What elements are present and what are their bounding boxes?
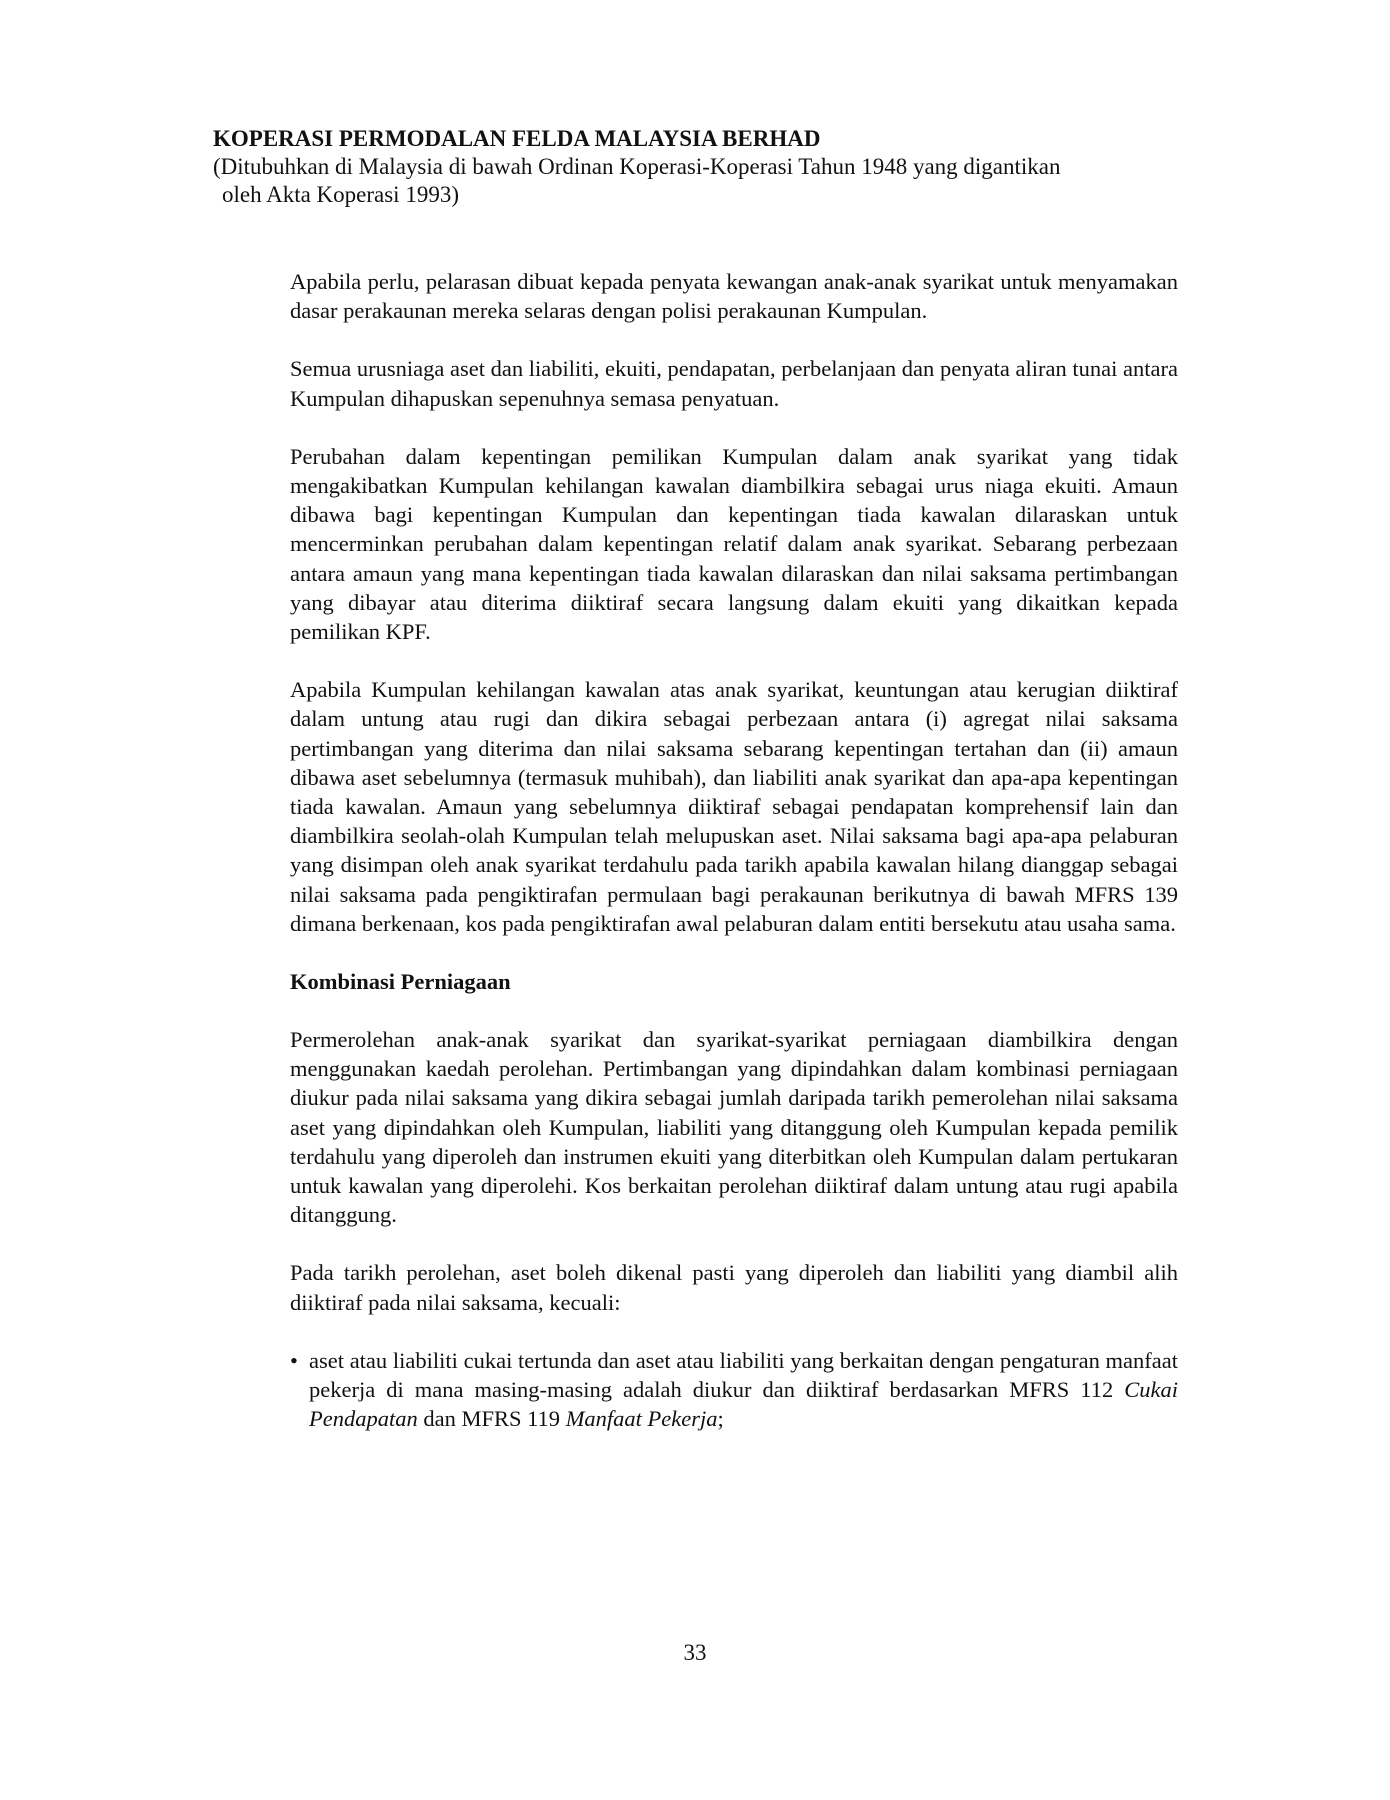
- italic-term: Manfaat Pekerja: [565, 1406, 718, 1432]
- paragraph: Perubahan dalam kepentingan pemilikan Kumpulan dalam anak syarikat yang tidak mengakibatkan Kumpulan kehilangan kawalan diambilkira sebagai urus niaga ekuiti. Amaun dibawa bagi kepentingan Kumpulan dan kepentingan tiada kawalan dilaraskan untuk mencerminkan perubahan dalam kepentingan relatif dalam anak syarikat. Sebarang perbezaan antara amaun yang mana kepentingan tiada kawalan dilaraskan dan nilai saksama pertimbangan yang dibayar atau diterima diiktiraf secara langsung dalam ekuiti yang dikaitkan kepada pemilikan KPF.: [290, 443, 1178, 645]
- page-number: 33: [683, 1640, 707, 1665]
- subtitle-line-2: oleh Akta Koperasi 1993): [222, 182, 459, 207]
- organization-title: KOPERASI PERMODALAN FELDA MALAYSIA BERHAD: [213, 126, 821, 151]
- italic-term: Cukai Pendapatan: [309, 1377, 1178, 1432]
- list-item-text: dan MFRS 119: [417, 1406, 566, 1432]
- paragraph: Permerolehan anak-anak syarikat dan syarikat-syarikat perniagaan diambilkira dengan menggunakan kaedah perolehan. Pertimbangan yang dipindahkan dalam kombinasi perniagaan diukur pada nilai saksama yang dikira sebagai jumlah daripada tarikh pemerolehan nilai saksama aset yang dipindahkan oleh Kumpulan, liabiliti yang ditanggung oleh Kumpulan kepada pemilik terdahulu yang diperoleh dan instrumen ekuiti yang diterbitkan oleh Kumpulan dalam pertukaran untuk kawalan yang diperolehi. Kos berkaitan perolehan diiktiraf dalam untung atau rugi apabila ditanggung.: [290, 1027, 1178, 1228]
- document-body: [290, 267, 1178, 1434]
- section-heading: Kombinasi Perniagaan: [290, 969, 511, 995]
- paragraph: Apabila Kumpulan kehilangan kawalan atas anak syarikat, keuntungan atau kerugian diiktiraf dalam untung atau rugi dan dikira sebagai perbezaan antara (i) agregat nilai saksama pertimbangan yang diterima dan nilai saksama sebarang kepentingan tertahan dan (ii) amaun dibawa aset sebelumnya (termasuk muhibah), dan liabiliti anak syarikat dan apa-apa kepentingan tiada kawalan. Amaun yang sebelumnya diiktiraf sebagai pendapatan komprehensif lain dan diambilkira seolah-olah Kumpulan telah melupuskan aset. Nilai saksama bagi apa-apa pelaburan yang disimpan oleh anak syarikat terdahulu pada tarikh apabila kawalan hilang dianggap sebagai nilai saksama pada pengiktirafan permulaan bagi perakaunan berikutnya di bawah MFRS 139 dimana berkenaan, kos pada pengiktirafan awal pelaburan dalam entiti bersekutu atau usaha sama.: [290, 677, 1178, 936]
- exception-list: [290, 1346, 1178, 1434]
- bullet-icon: •: [290, 1347, 298, 1373]
- paragraph: Semua urusniaga aset dan liabiliti, ekuiti, pendapatan, perbelanjaan dan penyata aliran tunai antara Kumpulan dihapuskan sepenuhnya semasa penyatuan.: [290, 356, 1178, 411]
- list-item: [290, 1346, 1178, 1434]
- document-header: [213, 125, 1183, 209]
- paragraph: Pada tarikh perolehan, aset boleh dikenal pasti yang diperoleh dan liabiliti yang diambil alih diiktiraf pada nilai saksama, kecuali:: [290, 1260, 1178, 1315]
- subtitle-line-1: (Ditubuhkan di Malaysia di bawah Ordinan Koperasi-Koperasi Tahun 1948 yang digantikan: [213, 154, 1061, 179]
- list-item-text: ;: [717, 1406, 724, 1432]
- paragraph: Apabila perlu, pelarasan dibuat kepada penyata kewangan anak-anak syarikat untuk menyamakan dasar perakaunan mereka selaras dengan polisi perakaunan Kumpulan.: [290, 269, 1178, 324]
- organization-subtitle: [213, 153, 1183, 209]
- list-item-text: aset atau liabiliti cukai tertunda dan aset atau liabiliti yang berkaitan dengan pengaturan manfaat pekerja di mana masing-masing adalah diukur dan diiktiraf berdasarkan MFRS 112: [309, 1347, 1178, 1403]
